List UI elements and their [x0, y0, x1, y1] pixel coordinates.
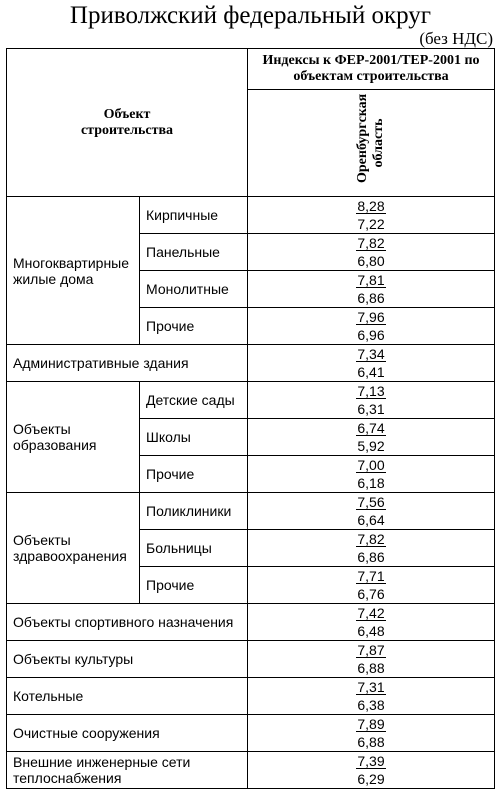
- subtype-name: Прочие: [140, 456, 248, 493]
- subtype-name: Панельные: [140, 234, 248, 271]
- index-value-bottom: 6,86: [248, 289, 495, 308]
- index-value: 7,87: [357, 642, 385, 658]
- index-value-top: [248, 567, 495, 586]
- index-value: 7,81: [357, 272, 385, 288]
- index-value: 7,34: [357, 346, 385, 362]
- index-value-bottom: 6,38: [248, 696, 495, 715]
- group-name: Очистные сооружения: [7, 715, 248, 752]
- index-value-bottom: 6,41: [248, 363, 495, 382]
- group-name: Многоквартирные жилые дома: [7, 197, 140, 345]
- region-column-header: [248, 90, 495, 197]
- group-name: Объекты культуры: [7, 641, 248, 678]
- table-row: [7, 345, 495, 364]
- vat-note: (без НДС): [419, 29, 493, 48]
- table-row: [7, 678, 495, 697]
- index-value: 7,82: [357, 531, 385, 547]
- table-row: [7, 197, 495, 216]
- index-value-bottom: 6,88: [248, 733, 495, 752]
- table-row: [7, 604, 495, 623]
- index-value: 7,13: [357, 383, 385, 399]
- index-value-top: [248, 641, 495, 660]
- page-title: Приволжский федеральный округ: [69, 2, 432, 29]
- index-value-top: [248, 382, 495, 401]
- subtype-name: Школы: [140, 419, 248, 456]
- group-name: Котельные: [7, 678, 248, 715]
- region-label: Оренбургская область: [355, 93, 386, 183]
- index-value: 7,42: [357, 605, 385, 621]
- index-value-bottom: 7,22: [248, 215, 495, 234]
- index-value-top: [248, 345, 495, 364]
- index-value: 7,71: [357, 568, 385, 584]
- group-name: Объекты образования: [7, 382, 140, 493]
- index-value-top: [248, 308, 495, 327]
- index-value-top: [248, 197, 495, 216]
- index-value-top: [248, 678, 495, 697]
- index-value: 7,96: [357, 309, 385, 325]
- table-row: [7, 715, 495, 734]
- index-value: 7,89: [357, 716, 385, 732]
- index-value-top: [248, 715, 495, 734]
- table-row: [7, 752, 495, 771]
- index-value: 7,00: [357, 457, 385, 473]
- subtype-name: Прочие: [140, 567, 248, 604]
- index-value-bottom: 6,88: [248, 659, 495, 678]
- index-value-bottom: 6,48: [248, 622, 495, 641]
- subtype-name: Прочие: [140, 308, 248, 345]
- subtype-name: Монолитные: [140, 271, 248, 308]
- index-value-bottom: 6,64: [248, 511, 495, 530]
- index-value: 7,56: [357, 494, 385, 510]
- index-value-bottom: 6,18: [248, 474, 495, 493]
- index-value-top: [248, 234, 495, 253]
- index-value-top: [248, 271, 495, 290]
- table-row: [7, 382, 495, 401]
- index-value-top: [248, 419, 495, 438]
- index-value-top: [248, 493, 495, 512]
- index-value-bottom: 6,76: [248, 585, 495, 604]
- index-value: 7,82: [357, 235, 385, 251]
- index-value-bottom: 6,86: [248, 548, 495, 567]
- index-value-bottom: 6,96: [248, 326, 495, 345]
- object-column-header: Объект строительства: [7, 49, 248, 197]
- index-value-bottom: 5,92: [248, 437, 495, 456]
- subtype-name: Больницы: [140, 530, 248, 567]
- index-value-bottom: 6,29: [248, 770, 495, 789]
- group-name: Объекты спортивного назначения: [7, 604, 248, 641]
- index-table: [6, 48, 495, 789]
- table-row: [7, 493, 495, 512]
- index-value-bottom: 6,80: [248, 252, 495, 271]
- subtype-name: Кирпичные: [140, 197, 248, 234]
- index-value-bottom: 6,31: [248, 400, 495, 419]
- group-name: Объекты здравоохранения: [7, 493, 140, 604]
- table-row: [7, 641, 495, 660]
- index-value-top: [248, 604, 495, 623]
- index-value: 7,39: [357, 753, 385, 769]
- index-value: 7,31: [357, 679, 385, 695]
- subtype-name: Детские сады: [140, 382, 248, 419]
- index-value-top: [248, 530, 495, 549]
- index-value: 8,28: [357, 198, 385, 214]
- index-value: 6,74: [357, 420, 385, 436]
- index-value-top: [248, 456, 495, 475]
- group-name: Внешние инженерные сети теплоснабжения: [7, 752, 248, 789]
- index-value-top: [248, 752, 495, 771]
- group-name: Административные здания: [7, 345, 248, 382]
- index-column-header: Индексы к ФЕР-2001/ТЕР-2001 по объектам строительства: [248, 49, 495, 90]
- subtype-name: Поликлиники: [140, 493, 248, 530]
- table-body: [7, 197, 495, 789]
